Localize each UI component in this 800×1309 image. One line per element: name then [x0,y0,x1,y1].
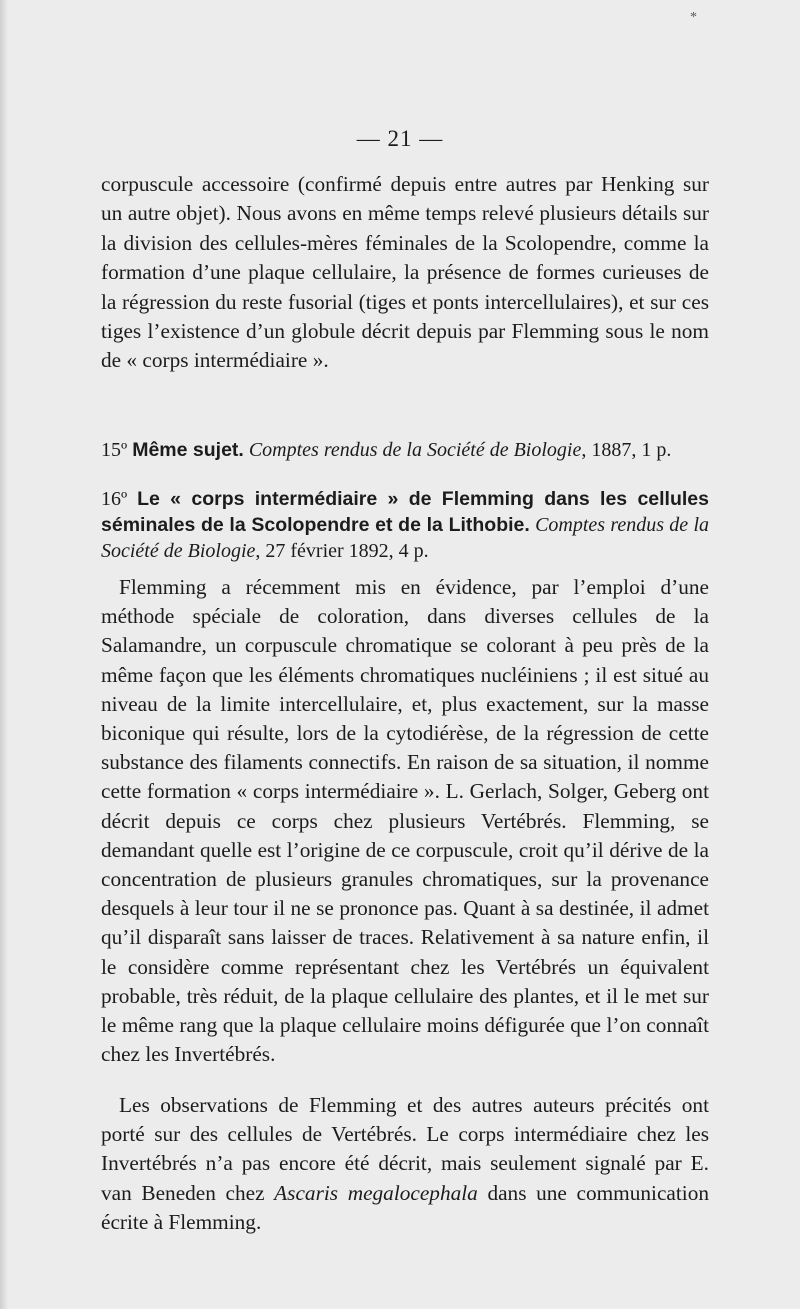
species-name: Ascaris megalocephala [274,1180,478,1205]
paragraph-observations [101,1091,709,1237]
paragraph-flemming: Flemming a récemment mis en évidence, par l’emploi d’une méthode spéciale de coloration, dans diverses cellules de la Salamandre, un corpuscule chromatique se colorant à peu près de la même façon que les éléments chromatiques nucléiniens ; il est situé au niveau de la limite intercellulaire, et, plus exactement, sur la masse biconique qui résulte, lors de la cytodiérèse, de la régression de cette substance des filaments connectifs. En raison de sa situation, il nomme cette formation « corps intermédiaire ». L. Gerlach, Solger, Geberg ont décrit depuis ce corps chez plusieurs Vertébrés. Flemming, se demandant quelle est l’origine de ce corpuscule, croit qu’il dérive de la concentration de plusieurs granules chromatiques, sur la provenance desquels à leur tour il ne se prononce pas. Quant à sa destinée, il admet qu’il disparaît sans laisser de traces. Relativement à sa nature enfin, il le considère comme représentant chez les Vertébrés un équivalent probable, très réduit, de la plaque cellulaire des plantes, et il le met sur le même rang que la plaque cellulaire moins défigurée que l’on connaît chez les Invertébrés. [101,575,709,1067]
entry-title: Le « corps intermédiaire » de Flemming dans les cellules séminales de la Scolopendre et de la Lithobie. [101,488,709,536]
entry-journal: Comptes rendus de la Société de Biologie [248,439,582,461]
paragraph-text-after: dans une communication écrite à Flemming. [101,1180,709,1234]
entry-title: Même sujet. [132,439,244,461]
entry-number: 15º [101,439,128,461]
bibliography-entry-16 [101,486,709,564]
entry-number: 16º [101,488,128,510]
entry-details: , 1887, 1 p. [581,439,672,461]
page-number: — 21 — [356,126,444,151]
corner-mark: * [690,10,697,25]
entry-journal: Comptes rendus de la Société de Biologie [101,514,710,562]
paragraph-text-before: Les observations de Flemming et des autres auteurs précités ont porté sur des cellules de Vertébrés. Le corps intermédiaire chez les Invertébrés n’a pas encore été décrit, mais seulement signalé par E. van Beneden chez [101,1093,709,1205]
bibliography-entry-15 [101,437,709,463]
entry-details: , 27 février 1892, 4 p. [255,540,429,562]
paragraph-continued: corpuscule accessoire (confirmé depuis entre autres par Henking sur un autre objet). Nous avons en même temps relevé plusieurs détails sur la division des cellules-mères féminales de la Scolopendre, comme la formation d’une plaque cellulaire, la présence de formes curieuses de la régression du reste fusorial (tiges et ponts intercellulaires), et sur ces tiges l’existence d’un globule décrit depuis par Flemming sous le nom de « corps intermédiaire ». [101,172,709,373]
